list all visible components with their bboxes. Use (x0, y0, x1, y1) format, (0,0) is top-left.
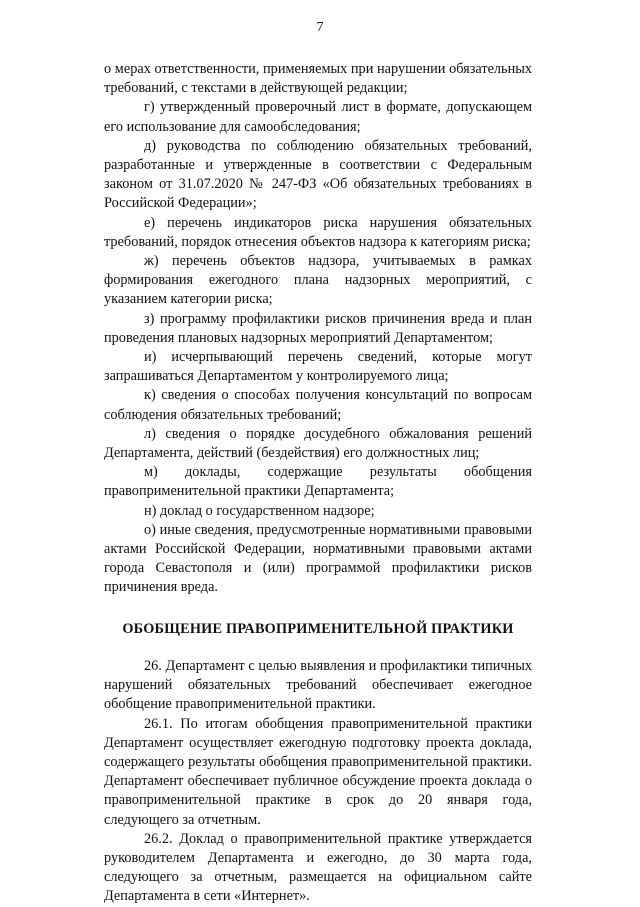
list-item-e: е) перечень индикаторов риска нарушения обязательных требований, порядок отнесения объектов надзора к категориям риска; (104, 214, 532, 250)
list-item-zh: ж) перечень объектов надзора, учитываемых в рамках формирования ежегодного плана надзорных мероприятий, с указанием категории риска; (104, 253, 532, 308)
list-item-z: з) программу профилактики рисков причинения вреда и план проведения плановых надзорных мероприятий Департаментом; (104, 310, 532, 346)
list-item-continuation: о мерах ответственности, применяемых при нарушении обязательных требований, с текстами в действующей редакции; (104, 61, 532, 97)
paragraph-26-2: 26.2. Доклад о правоприменительной практике утверждается руководителем Департамента и ежегодно, до 30 марта года, следующего за отчетным, размещается на официальном сайте Департамента в сети «Интернет». (104, 830, 532, 905)
list-item-m: м) доклады, содержащие результаты обобщения правоприменительной практики Департамента; (104, 464, 532, 500)
paragraph-26-1: 26.1. По итогам обобщения правоприменительной практики Департамент осуществляет ежегодную подготовку проекта доклада, содержащего результаты обобщения правоприменительной практики. Департамент обеспечивает публичное обсуждение проекта доклада о правоприменительной практике в срок до 20 января года, следующего за отчетным. (104, 715, 532, 828)
list-item-l: л) сведения о порядке досудебного обжалования решений Департамента, действий (бездействия) его должностных лиц; (104, 425, 532, 462)
list-item-i: и) исчерпывающий перечень сведений, которые могут запрашиваться Департаментом у контролируемого лица; (104, 349, 532, 385)
list-item-d: д) руководства по соблюдению обязательных требований, разработанные и утвержденные в соответствии с Федеральным законом от 31.07.2020 № 247-ФЗ «Об обязательных требованиях в Российской Федерации»; (104, 137, 532, 212)
list-item-n: н) доклад о государственном надзоре; (144, 502, 375, 519)
page-number: 7 (316, 20, 324, 35)
section-heading: ОБОБЩЕНИЕ ПРАВОПРИМЕНИТЕЛЬНОЙ ПРАКТИКИ (122, 620, 514, 637)
list-item-k: к) сведения о способах получения консультаций по вопросам соблюдения обязательных требований; (104, 387, 532, 423)
paragraph-26: 26. Департамент с целью выявления и профилактики типичных нарушений обязательных требований обеспечивает ежегодное обобщение правоприменительной практики. (104, 657, 532, 713)
document-body (104, 60, 532, 907)
list-item-g: г) утвержденный проверочный лист в формате, допускающем его использование для самообследования; (104, 99, 532, 135)
list-item-o: о) иные сведения, предусмотренные нормативными правовыми актами Российской Федерации, нормативными правовыми актами города Севастополя и (или) программой профилактики рисков причинения вреда. (104, 521, 532, 596)
